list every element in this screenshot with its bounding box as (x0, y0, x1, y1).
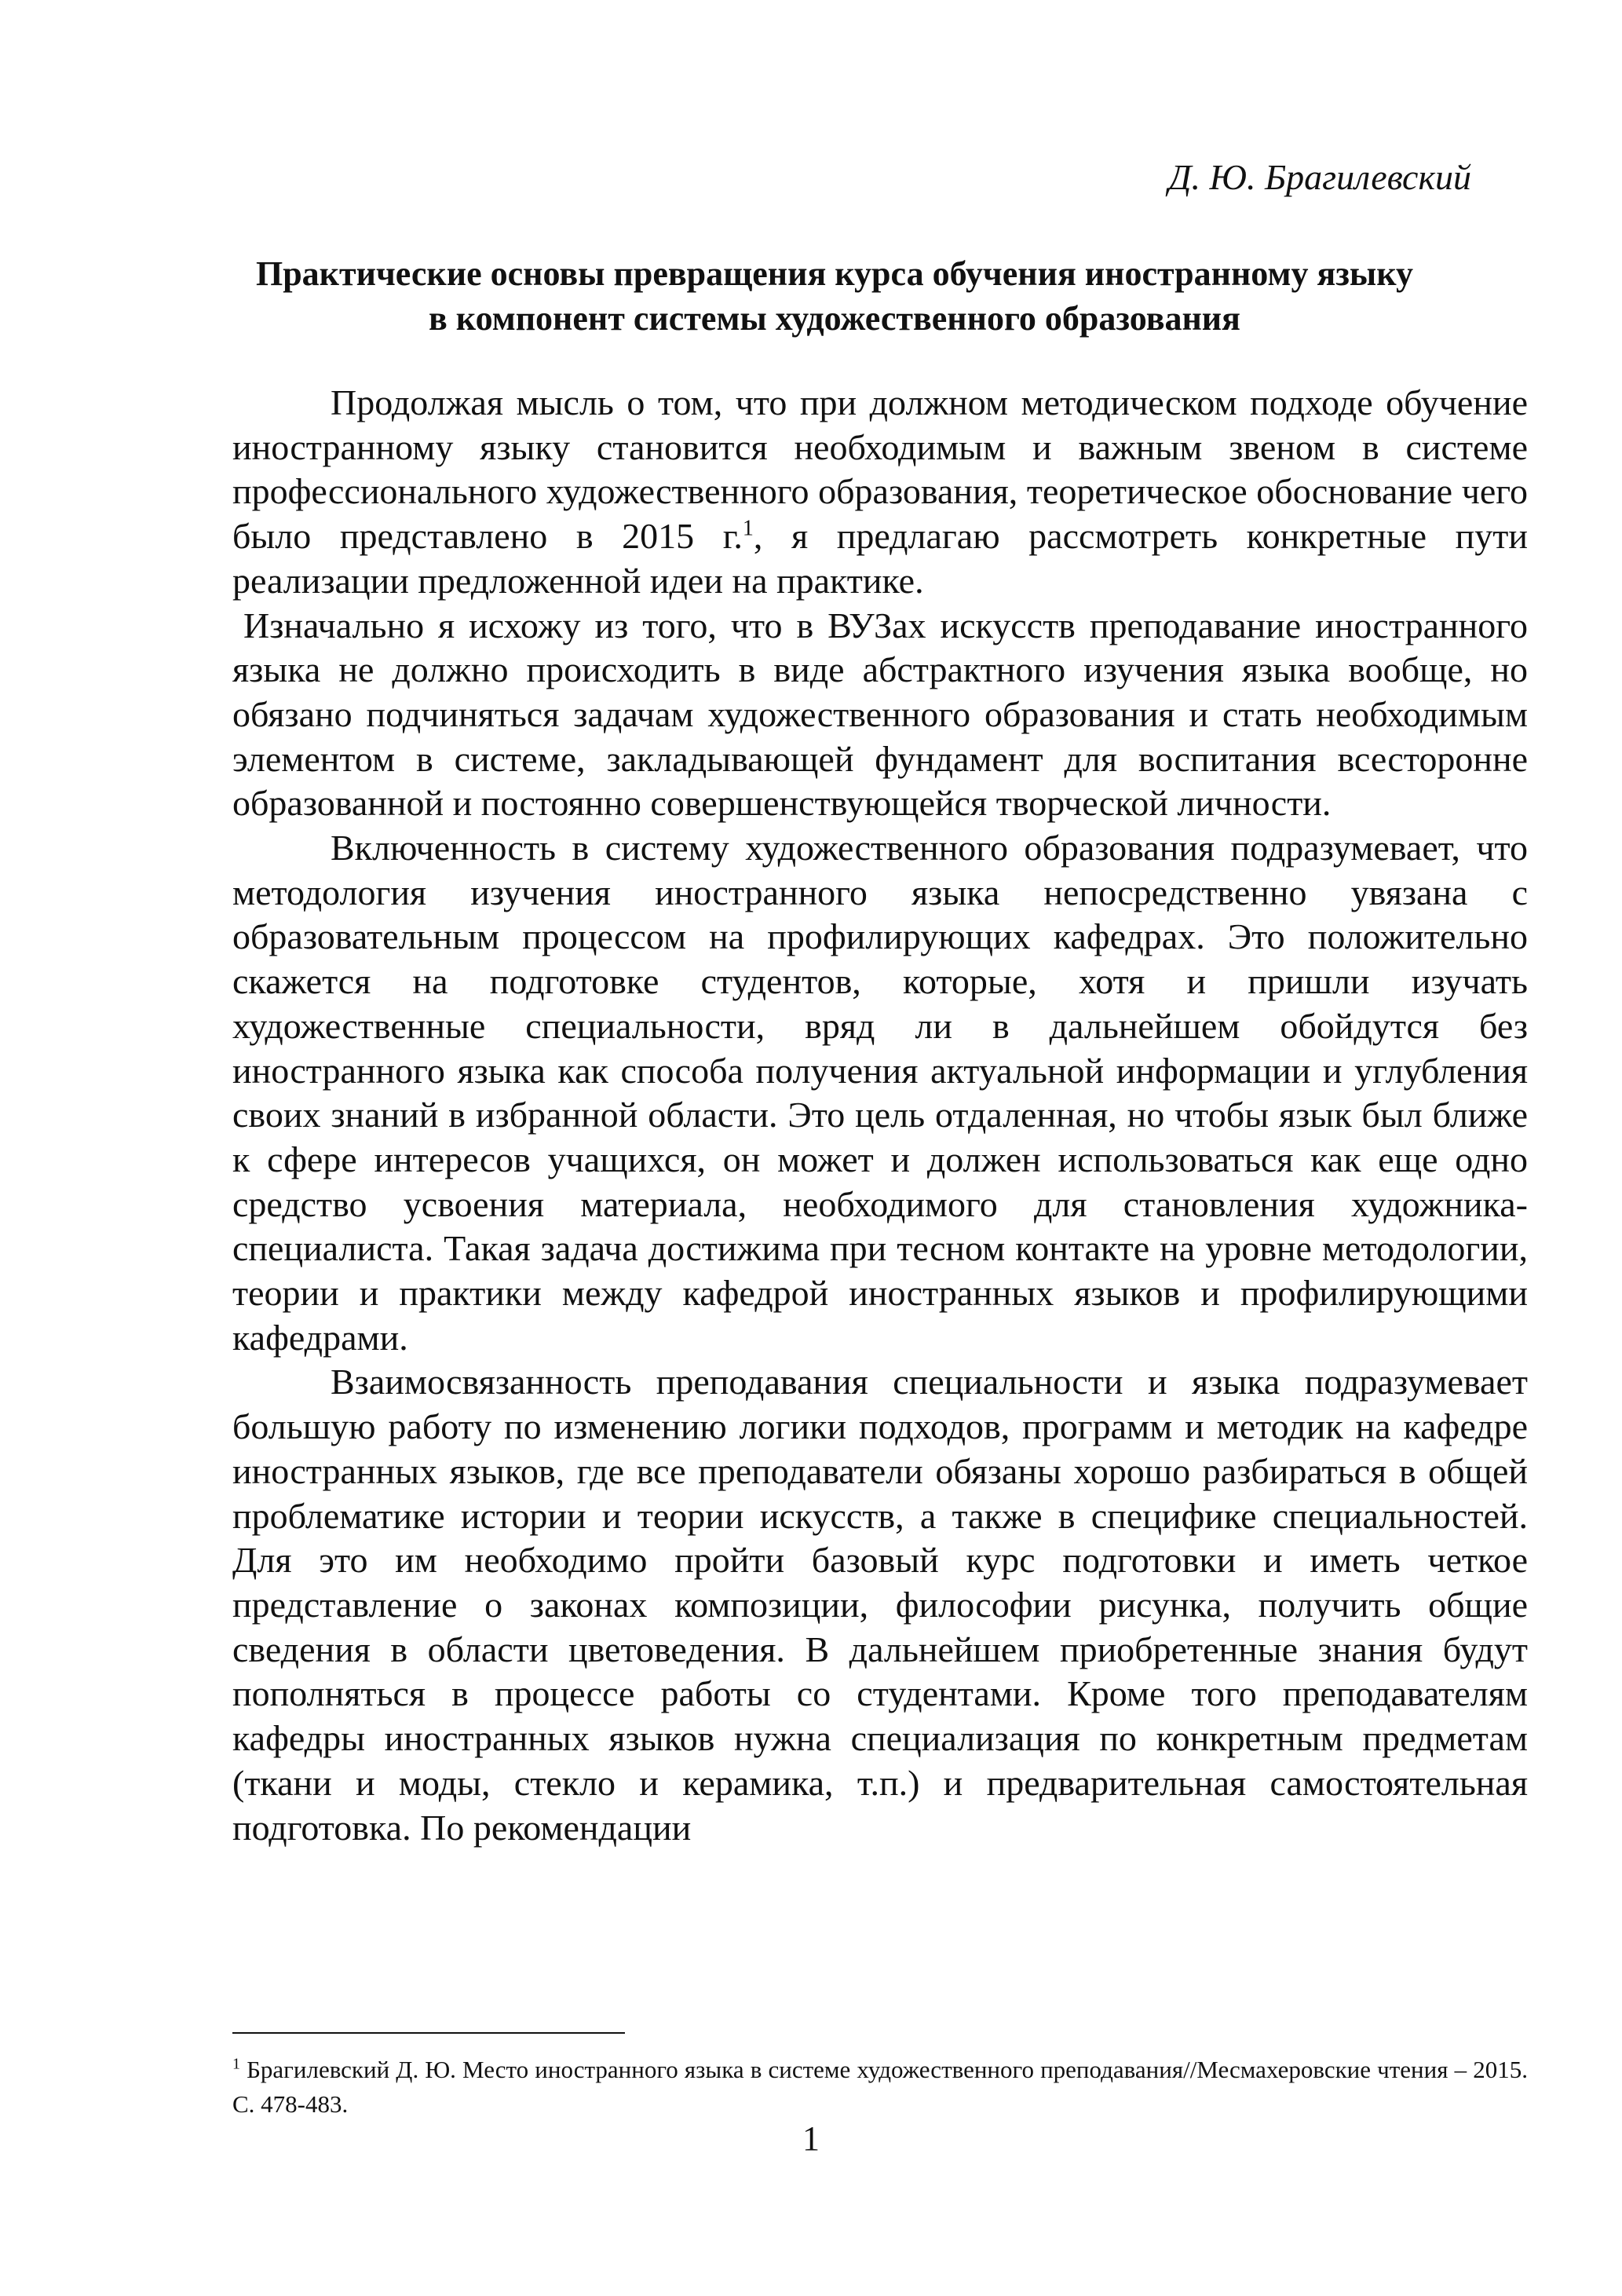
page-number: 1 (802, 2119, 820, 2158)
paragraph-1-text: Продолжая мысль о том, что при должном методическом подходе обучение иностранному языку становится необходимым и важным звеном в системе профессионального художественного образования, теоретическое обоснование чего было представлено в 2015 г. (232, 382, 1528, 557)
title-line-1: Практические основы превращения курса обучения иностранному языку (255, 254, 1414, 293)
article-body (232, 381, 1528, 1850)
footnote (232, 2053, 1528, 2122)
footnote-reference: 1 (742, 516, 754, 541)
paragraph-1-text-end: , я предлагаю рассмотреть конкретные пути реализации предложенной идеи на практике. (232, 516, 1528, 601)
footnote-separator (232, 2032, 625, 2034)
footnote-text: Брагилевский Д. Ю. Место иностранного языка в системе художественного преподавания//Месмахеровские чтения – 2015. С. 478-483. (232, 2056, 1528, 2118)
paragraph-4: Взаимосвязанность преподавания специальности и языка подразумевает большую работу по изменению логики подходов, программ и методик на кафедре иностранных языков, где все преподаватели обязаны хорошо разбираться в общей проблематике истории и теории искусств, а также в специфике специальностей. Для это им необходимо пройти базовый курс подготовки и иметь четкое представление о законах композиции, философии рисунка, получить общие сведения в области цветоведения. В дальнейшем приобретенные знания будут пополняться в процессе работы со студентами. Кроме того преподавателям кафедры иностранных языков нужна специализация по конкретным предметам (ткани и моды, стекло и керамика, т.п.) и предварительная самостоятельная подготовка. По рекомендации (232, 1362, 1528, 1848)
paragraph-3: Включенность в систему художественного образования подразумевает, что методология изучения иностранного языка непосредственно увязана с образовательным процессом на профилирующих кафедрах. Это положительно скажется на подготовке студентов, которые, хотя и пришли изучать художественные специальности, вряд ли в дальнейшем обойдутся без иностранного языка как способа получения актуальной информации и углубления своих знаний в избранной области. Это цель отдаленная, но чтобы язык был ближе к сфере интересов учащихся, он может и должен использоваться как еще одно средство усвоения материала, необходимого для становления художника-специалиста. Такая задача достижима при тесном контакте на уровне методологии, теории и практики между кафедрой иностранных языков и профилирующими кафедрами. (232, 828, 1528, 1358)
footnote-number: 1 (232, 2055, 240, 2073)
paragraph-2: Изначально я исхожу из того, что в ВУЗах искусств преподавание иностранного языка не должно происходить в виде абстрактного изучения языка вообще, но обязано подчиняться задачам художественного образования и стать необходимым элементом в системе, закладывающей фундамент для воспитания всесторонне образованной и постоянно совершенствующейся творческой личности. (232, 605, 1528, 824)
paragraph-1 (232, 381, 1528, 604)
title-line-2: в компонент системы художественного образования (429, 299, 1240, 338)
article-title (141, 251, 1528, 341)
author-name: Д. Ю. Брагилевский (1168, 157, 1471, 197)
